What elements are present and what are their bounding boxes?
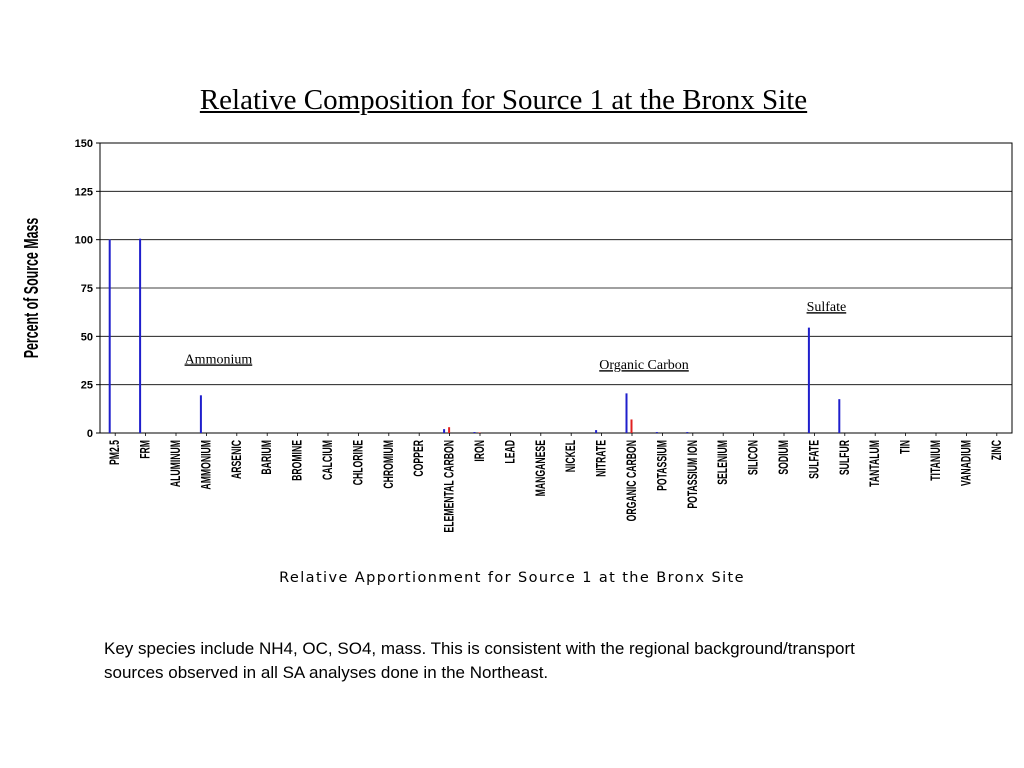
- x-tick-label: LEAD: [502, 440, 519, 464]
- y-tick-label: 50: [80, 331, 93, 344]
- annotation-label: Organic Carbon: [599, 358, 689, 374]
- bar: [808, 328, 810, 433]
- x-tick-label: CALCIUM: [319, 440, 336, 480]
- y-tick-label: 25: [80, 379, 93, 392]
- x-tick-label: ORGANIC CARBON: [623, 440, 640, 522]
- x-tick-label: AMMONIUM: [198, 440, 215, 490]
- x-tick-label: NICKEL: [563, 440, 579, 473]
- bar: [626, 393, 628, 433]
- bar: [479, 432, 481, 433]
- x-tick-label: POTASSIUM: [654, 440, 671, 491]
- x-tick-label: SULFUR: [836, 440, 853, 476]
- y-axis-label: Percent of Source Mass: [19, 217, 43, 359]
- x-axis-label: Relative Apportionment for Source 1 at the Bronx Site: [279, 570, 745, 586]
- x-tick-label: ALUMINUM: [167, 440, 184, 488]
- x-tick-label: SODIUM: [775, 440, 792, 475]
- slide-title: Relative Composition for Source 1 at the Bronx Site: [199, 84, 808, 116]
- x-tick-label: SELENIUM: [715, 440, 731, 485]
- bar: [838, 399, 840, 433]
- x-tick-label: POTASSIUM ION: [684, 440, 701, 509]
- x-tick-label: CHLORINE: [350, 440, 367, 486]
- annotation-label: Ammonium: [184, 352, 253, 368]
- bar: [139, 239, 141, 433]
- bar: [595, 430, 597, 433]
- bar: [109, 240, 111, 433]
- x-tick-label: SILICON: [745, 440, 762, 476]
- x-tick-label: VANADIUM: [958, 440, 975, 487]
- bar: [443, 429, 445, 433]
- x-tick-label: ZINC: [988, 440, 1005, 461]
- x-tick-label: NITRATE: [593, 440, 610, 477]
- x-tick-labels: [107, 433, 1004, 533]
- bar: [448, 427, 450, 433]
- y-tick-label: 0: [86, 428, 93, 440]
- bar: [686, 432, 688, 433]
- x-tick-label: TITANIUM: [927, 440, 944, 481]
- slide-caption: Key species include NH4, OC, SO4, mass. This is consistent with the regional background/transport sources observed in all SA analyses done in the Northeast.: [104, 639, 855, 682]
- x-tick-label: ARSENIC: [228, 440, 245, 479]
- bar: [474, 432, 476, 433]
- y-tick-label: 100: [74, 234, 93, 247]
- y-tick-labels: [75, 138, 93, 440]
- y-tick-label: 75: [80, 283, 93, 295]
- x-tick-label: BROMINE: [289, 440, 306, 481]
- x-tick-label: CHROMIUM: [380, 440, 397, 489]
- x-tick-label: BARIUM: [259, 440, 275, 475]
- annotation-label: Sulfate: [806, 300, 847, 316]
- x-tick-label: IRON: [471, 440, 488, 462]
- x-tick-label: FRM: [137, 440, 154, 459]
- x-tick-label: TIN: [897, 440, 914, 454]
- x-tick-label: ELEMENTAL CARBON: [441, 440, 458, 533]
- y-tick-label: 125: [74, 186, 93, 199]
- y-tick-label: 150: [74, 138, 93, 150]
- x-tick-label: PM2.5: [107, 440, 123, 466]
- x-tick-label: TANTALUM: [867, 440, 883, 487]
- bar: [200, 395, 202, 433]
- x-tick-label: SULFATE: [806, 440, 823, 479]
- bar: [631, 419, 633, 433]
- x-tick-label: COPPER: [411, 440, 427, 477]
- x-tick-label: MANGANESE: [532, 440, 549, 497]
- bar: [656, 432, 658, 433]
